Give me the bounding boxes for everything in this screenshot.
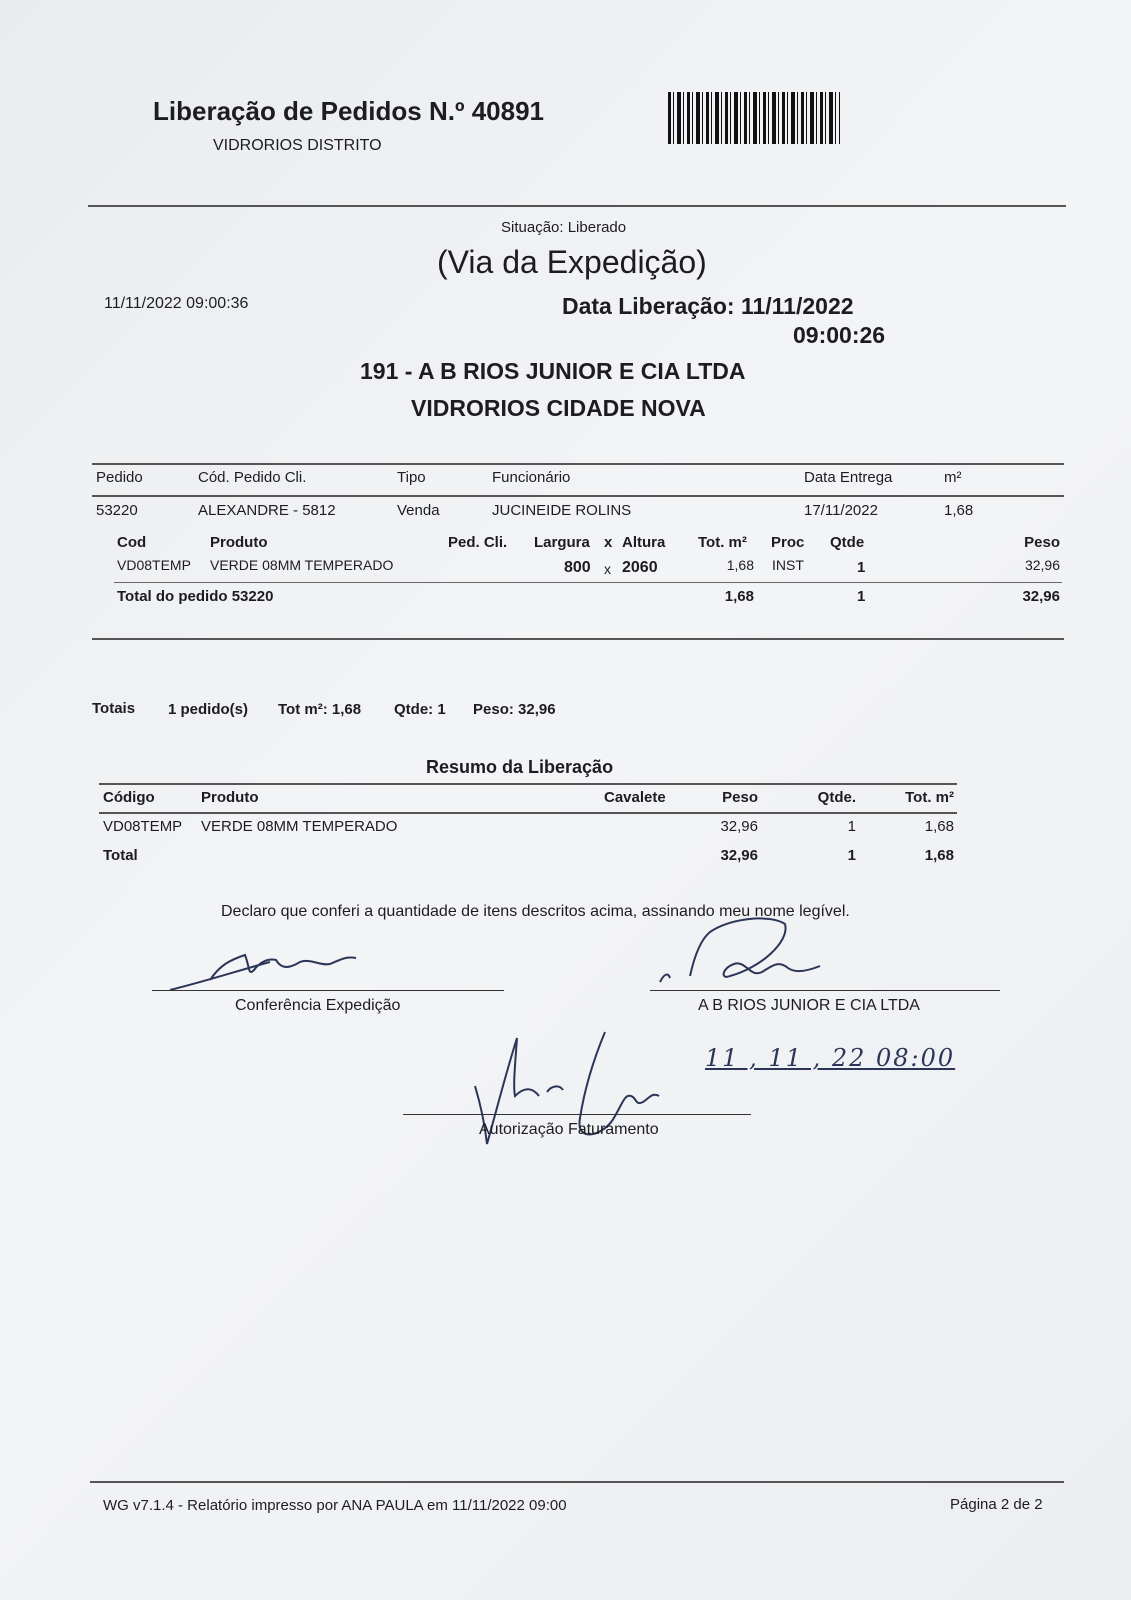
via-label: (Via da Expedição) — [437, 244, 707, 280]
summary-qtde: 1 — [847, 818, 856, 835]
summary-weight: 32,96 — [720, 818, 758, 835]
order-table-header-rule — [92, 495, 1064, 497]
item-header-qtde: Qtde — [830, 534, 865, 551]
order-total-label: Total do pedido 53220 — [117, 588, 274, 605]
client-name: 191 - A B RIOS JUNIOR E CIA LTDA — [360, 358, 746, 384]
release-time: 09:00:26 — [793, 322, 886, 348]
order-m2: 1,68 — [944, 502, 974, 519]
item-header-peso: Peso — [1024, 534, 1060, 551]
col-header-m2: m² — [944, 469, 962, 486]
item-header-tot-m2: Tot. m² — [698, 534, 747, 551]
order-total-qtde: 1 — [857, 588, 866, 605]
declaration-text: Declaro que conferi a quantidade de itens descritos acima, assinando meu nome legível. — [221, 903, 850, 920]
order-total-weight: 32,96 — [1022, 588, 1060, 605]
conferencia-signature — [150, 940, 510, 1000]
totals-weight: Peso: 32,96 — [473, 701, 556, 718]
col-header-pedido: Pedido — [96, 469, 143, 486]
summary-total-label: Total — [103, 847, 138, 864]
summary-top-rule — [99, 783, 957, 785]
release-date: Data Liberação: 11/11/2022 — [562, 293, 854, 319]
item-header-cod: Cod — [117, 534, 147, 551]
client-store: VIDRORIOS CIDADE NOVA — [411, 395, 706, 421]
col-header-funcionario: Funcionário — [492, 469, 571, 486]
order-total-m2: 1,68 — [724, 588, 754, 605]
totals-orders: 1 pedido(s) — [168, 701, 249, 718]
summary-total-m2: 1,68 — [924, 847, 954, 864]
summary-tot-m2: 1,68 — [924, 818, 954, 835]
situation-status: Situação: Liberado — [501, 219, 627, 236]
totals-label: Totais — [92, 700, 136, 717]
client-signature-label: A B RIOS JUNIOR E CIA LTDA — [698, 997, 920, 1014]
conferencia-signature-line — [152, 990, 504, 991]
summary-header-cavalete: Cavalete — [604, 789, 666, 806]
item-header-proc: Proc — [771, 534, 805, 551]
summary-header-qtde: Qtde. — [817, 789, 856, 806]
summary-total-weight: 32,96 — [720, 847, 758, 864]
handwritten-date: 11 , 11 , 22 08:00 — [705, 1044, 956, 1072]
order-table-bottom-rule — [92, 638, 1064, 640]
item-dimension-x: x — [604, 561, 611, 577]
summary-header-tot-m2: Tot. m² — [905, 789, 954, 806]
order-number: 53220 — [96, 502, 138, 519]
summary-header-codigo: Código — [103, 789, 155, 806]
item-tot-m2: 1,68 — [726, 557, 754, 573]
summary-header-produto: Produto — [201, 789, 259, 806]
summary-total-qtde: 1 — [847, 847, 856, 864]
header-divider — [88, 205, 1066, 207]
barcode — [668, 92, 840, 144]
order-table-top-rule — [92, 463, 1064, 465]
footer-report-info: WG v7.1.4 - Relatório impresso por ANA PAULA em 11/11/2022 09:00 — [103, 1497, 567, 1514]
conferencia-label: Conferência Expedição — [235, 997, 401, 1014]
item-proc: INST — [772, 557, 804, 573]
item-header-altura: Altura — [622, 534, 666, 551]
client-signature-line — [650, 990, 1000, 991]
order-employee: JUCINEIDE ROLINS — [492, 502, 632, 519]
col-header-data-entrega: Data Entrega — [804, 469, 893, 486]
print-datetime: 11/11/2022 09:00:36 — [104, 295, 249, 312]
summary-product: VERDE 08MM TEMPERADO — [201, 818, 398, 835]
item-header-largura: Largura — [534, 534, 590, 551]
col-header-cod-pedido-cli: Cód. Pedido Cli. — [198, 469, 307, 486]
summary-code: VD08TEMP — [103, 818, 183, 835]
order-client-code: ALEXANDRE - 5812 — [198, 502, 336, 519]
item-product: VERDE 08MM TEMPERADO — [210, 557, 394, 573]
item-height: 2060 — [622, 559, 658, 576]
client-signature — [650, 912, 850, 994]
item-total-rule — [114, 582, 1062, 583]
col-header-tipo: Tipo — [397, 469, 426, 486]
order-type: Venda — [397, 502, 440, 519]
summary-header-rule — [99, 812, 957, 814]
summary-title: Resumo da Liberação — [426, 757, 614, 777]
item-width: 800 — [564, 559, 591, 576]
company-name: VIDRORIOS DISTRITO — [213, 137, 382, 154]
page-number: Página 2 de 2 — [950, 1496, 1043, 1513]
item-header-produto: Produto — [210, 534, 268, 551]
item-header-ped-cli: Ped. Cli. — [448, 534, 508, 551]
autorizacao-label: Autorização Faturamento — [479, 1121, 659, 1138]
item-qtde: 1 — [857, 559, 866, 576]
summary-header-peso: Peso — [722, 789, 758, 806]
item-weight: 32,96 — [1024, 557, 1060, 573]
autorizacao-signature-line — [403, 1114, 751, 1115]
item-header-x: x — [604, 534, 613, 551]
order-delivery-date: 17/11/2022 — [804, 502, 878, 519]
totals-m2: Tot m²: 1,68 — [278, 701, 362, 718]
totals-qtde: Qtde: 1 — [394, 701, 446, 718]
document-title: Liberação de Pedidos N.º 40891 — [153, 96, 544, 126]
item-code: VD08TEMP — [117, 557, 191, 573]
footer-rule — [90, 1481, 1064, 1483]
